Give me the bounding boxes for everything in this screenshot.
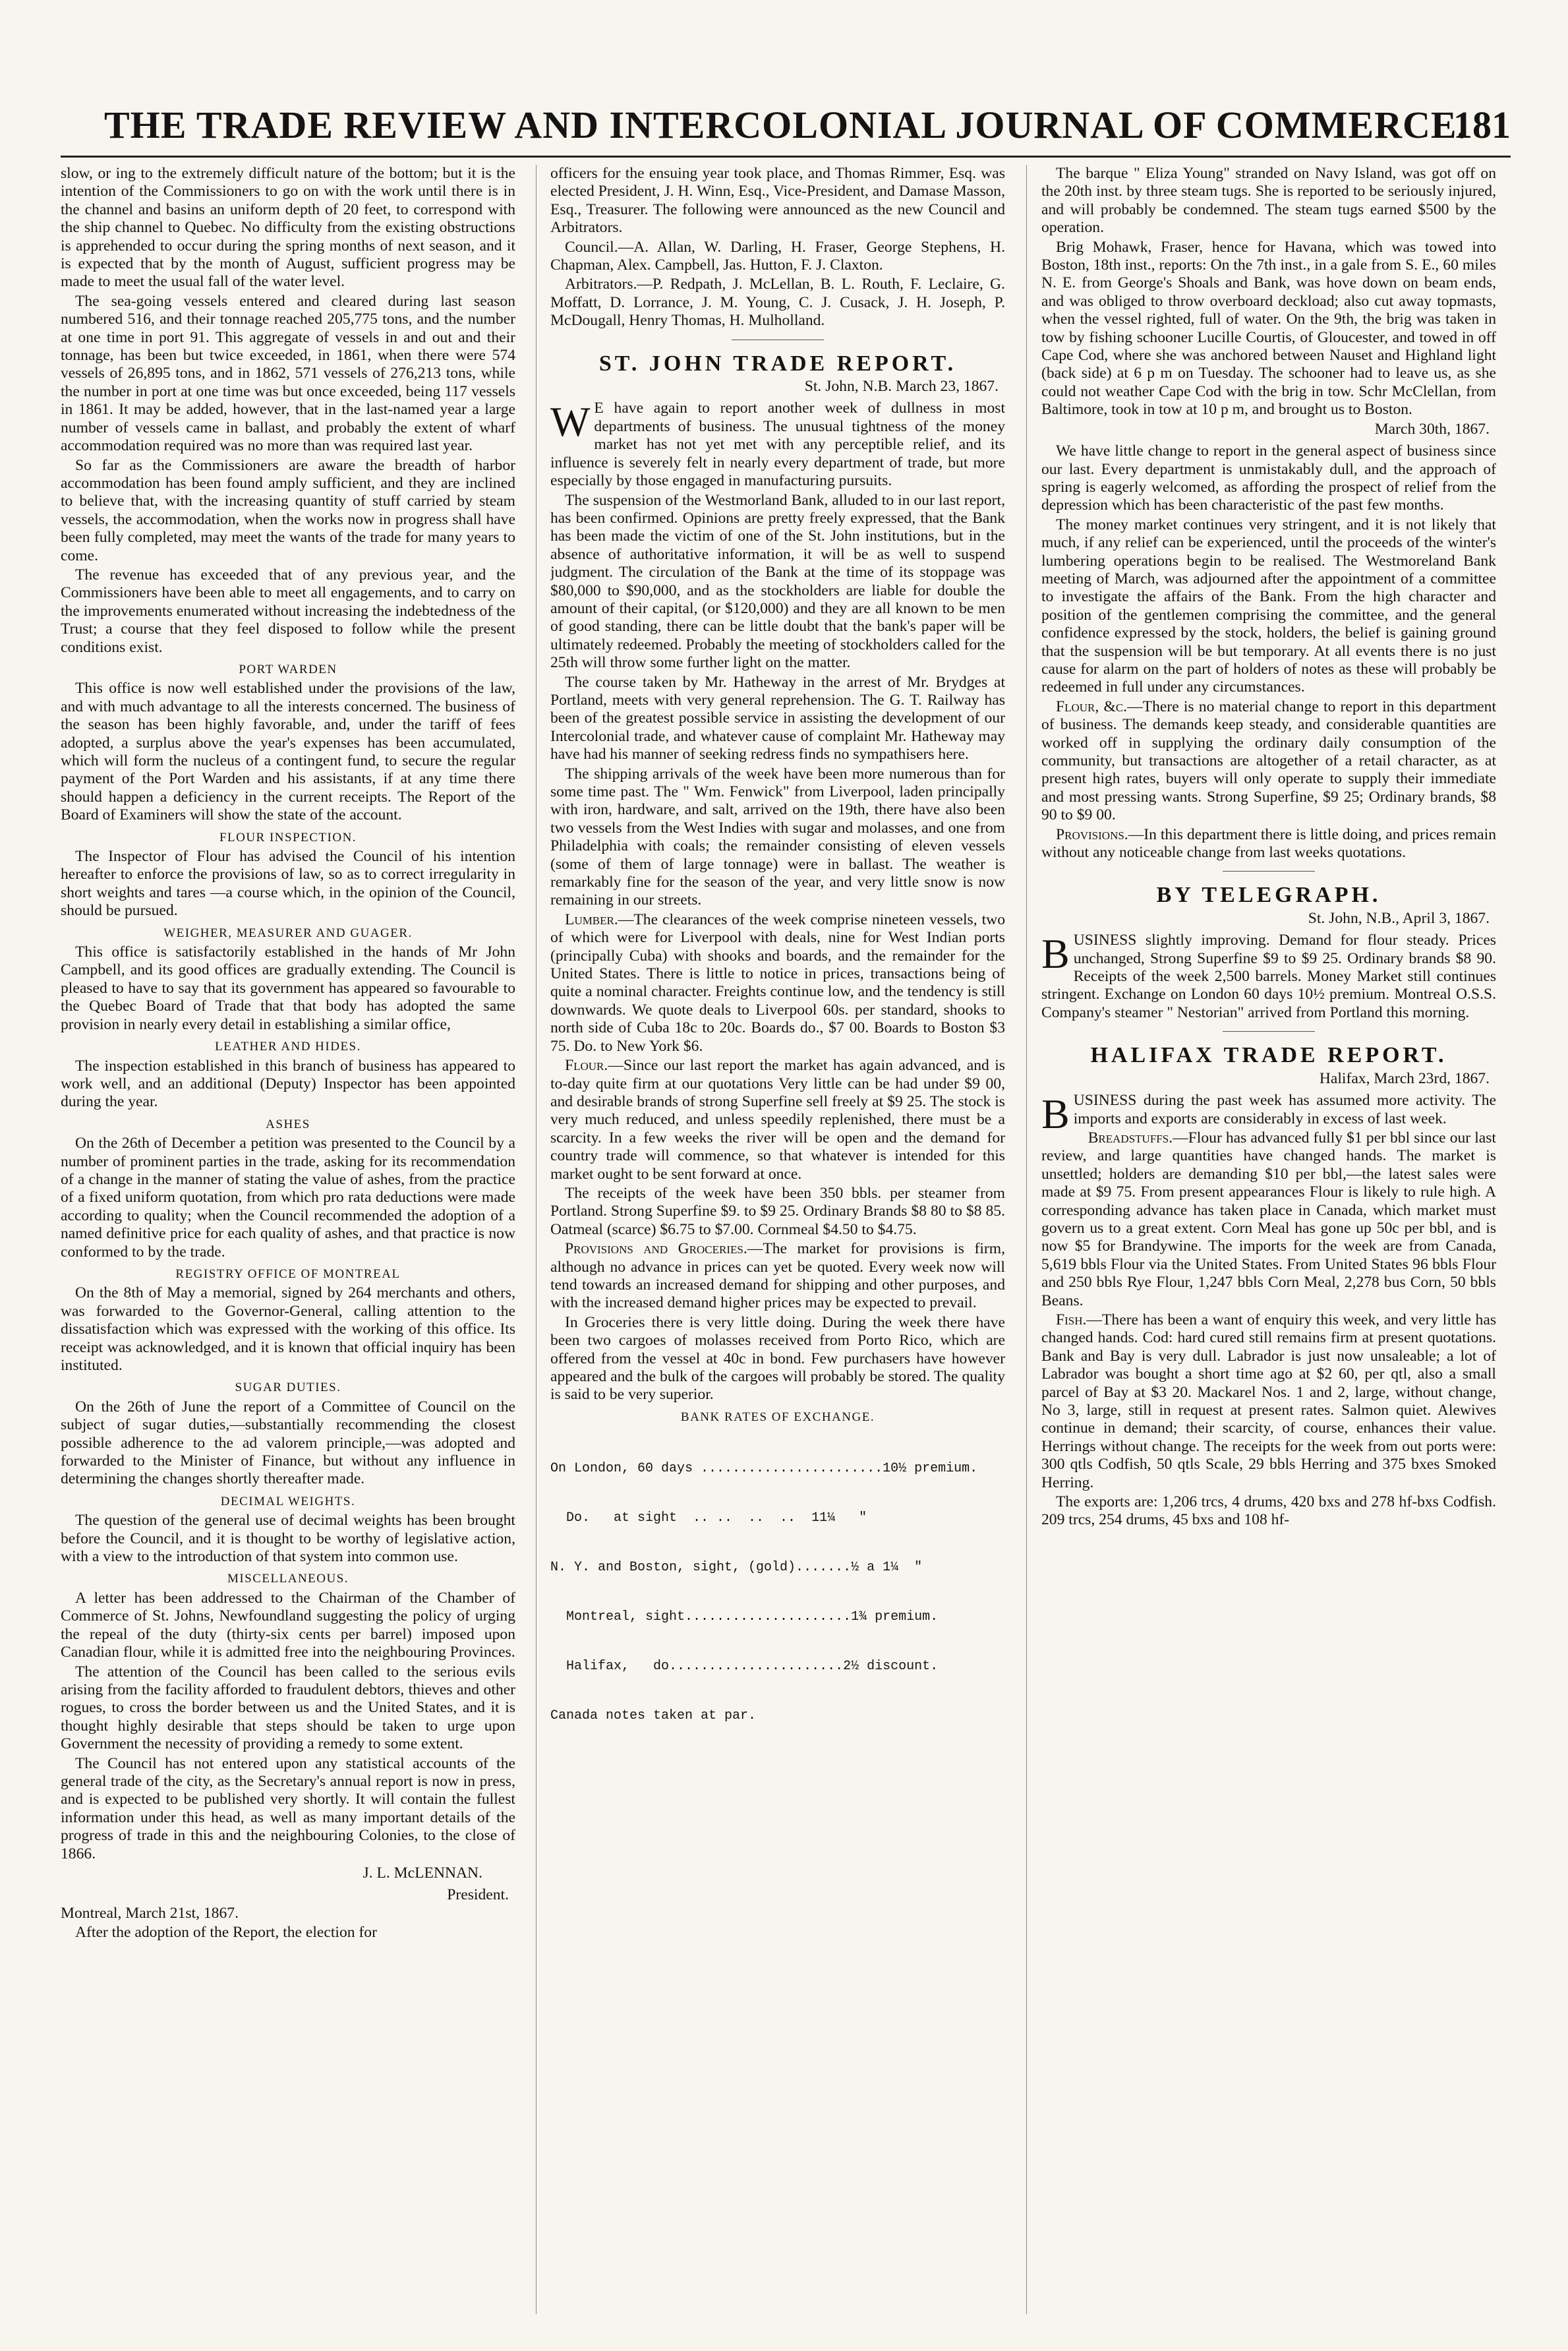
paragraph: The money market continues very stringent, and it is not likely that much, if any relief can be experienced, until the proceeds of the winter's lumbering operations begin to be realised. The Westmoreland Bank meeting of March, was adjourned after the appointment of a committee to investigate the affairs of the Bank. From the high character and position of the gentlemen comprising the committee, and the general confidence expressed by the stock, holders, the belief is gaining ground that the suspension will be but temporary. At all events there is no just cause for alarm on the part of holders of notes as these will probably be redeemed in full under any circumstances.	[1041, 516, 1496, 696]
section-heading: WEIGHER, MEASURER AND GUAGER.	[163, 926, 413, 940]
drop-cap: B	[1041, 1090, 1070, 1138]
section-heading: SUGAR DUTIES.	[235, 1381, 341, 1395]
dateline: Halifax, March 23rd, 1867.	[1319, 1069, 1490, 1087]
page-header	[61, 99, 1511, 152]
rate-row: Do. at sight .. .. .. .. 11¼ "	[550, 1510, 867, 1526]
section-divider	[1223, 871, 1315, 872]
article-title: ST. JOHN TRADE REPORT.	[598, 351, 957, 376]
paragraph: The attention of the Council has been called to the serious evils arising from the facility afforded to fraudulent debtors, thieves and other rogues, to cross the border between us and the United States, and it is thought highly desirable that steps should be taken to urge upon Government the necessity of providing a remedy to some extent.	[61, 1663, 515, 1753]
paragraph: The sea-going vessels entered and cleared during last season numbered 516, and their tonnage reached 205,775 tons, and the number at one time in port 91. This aggregate of vessels in and out and their tonnage, has been but twice exceeded, in 1861, when there were 574 vessels of 26,895 tons, and in 1862, 571 vessels of 276,213 tons, while the number in port at one time was but once exceeded, being 117 vessels in 1861. It may be added, however, that in the last-named year a large number of vessels came in ballast, and probably the extent of wharf accommodation required was no more than was required last year.	[61, 292, 515, 455]
rate-row: N. Y. and Boston, sight, (gold).......½ a 1¼ "	[550, 1560, 923, 1576]
section-heading: FLOUR INSPECTION.	[219, 830, 357, 845]
paragraph: The suspension of the Westmorland Bank, alluded to in our last report, has been confirmed. Opinions are pretty freely expressed, that the Bank has been made the victim of one of the St. John institutions, but in the absence of authoritative information, it will be as well to suspend judgment. The circulation of the Bank at the time of its stoppage was $80,000 to $90,000, and as the stockholders are liable for double the amount of their capital, (or $120,000) and they are all known to be men of good standing, there can be little doubt that the bank's paper will be ultimately redeemed. Probably the meeting of stockholders called for the 25th will throw some further light on the matter.	[550, 491, 1005, 672]
paragraph: slow, or ing to the extremely difficult nature of the bottom; but it is the intention of the Commissioners to go on with the work until there is in the channel and basins an uniform depth of 20 feet, to correspond with the ship channel to Quebec. No difficulty from the existing obstructions is apprehended to occur during the spring months of next season, and it is expected that by the month of August, sufficient progress may be made to meet the usual fall of the water level.	[61, 165, 515, 291]
paragraph: The Council has not entered upon any statistical accounts of the general trade of the city, as the Secretary's annual report is now in press, and is expected to be published very shortly. It will contain the fullest information under this head, as well as many important details of the progress of trade in this and the neighbouring Colonies, to the close of 1866.	[61, 1754, 515, 1862]
paragraph: The barque " Eliza Young" stranded on Navy Island, was got off on the 20th inst. by three steam tugs. She is reported to be seriously injured, and will probably be condemned. The steam tugs earned $500 by the operation.	[1041, 165, 1496, 237]
rate-row: Canada notes taken at par.	[550, 1708, 757, 1724]
signature-title: President.	[447, 1886, 509, 1904]
paragraph: This office is satisfactorily established in the hands of Mr John Campbell, and its good offices are gradually extending. The Council is pleased to have to say that its government has appeared so favourable to the Quebec Board of Trade that that body has adopted the same provision in nearly every detail in establishing a similar office,	[61, 943, 515, 1033]
section-heading: LEATHER AND HIDES.	[215, 1040, 361, 1054]
drop-cap: B	[1041, 930, 1070, 978]
section-heading: PORT WARDEN	[239, 662, 337, 676]
running-title: THE TRADE REVIEW AND INTERCOLONIAL JOURNAL OF COMMERCE.	[103, 104, 1468, 146]
rate-row: Montreal, sight.....................1¾ premium.	[550, 1609, 939, 1625]
paragraph: On the 26th of June the report of a Committee of Council on the subject of sugar duties,—substantially recommending the closest possible adherence to the ad valorem principle,—was adopted and forwarded to the Minister of Finance, but without any influence in determining the changes shortly thereafter made.	[61, 1398, 515, 1488]
paragraph: So far as the Commissioners are aware the breadth of harbor accommodation has been found amply sufficient, and they are inclined to believe that, with the increasing quantity of stuff carried by steam vessels, the accommodation, when the works now in progress shall have been fully completed, may meet the wants of the trade for many years to come.	[61, 456, 515, 564]
column-3	[1041, 165, 1496, 2321]
paragraph: The Inspector of Flour has advised the Council of his intention hereafter to enforce the provisions of law, so as to correct irregularity in short weights and tares —a course which, in the opinion of the Council, should be pursued.	[61, 848, 515, 920]
dateline: March 30th, 1867.	[1374, 420, 1490, 438]
paragraph: The question of the general use of decimal weights has been brought before the Council, and it is thought to be worthy of legislative action, with a view to the introduction of that system into common use.	[61, 1512, 515, 1566]
article-title: BY TELEGRAPH.	[1156, 883, 1381, 908]
signature-name: J. L. McLENNAN.	[363, 1864, 482, 1882]
column-divider	[1026, 165, 1027, 2314]
paragraph: Breadstuffs.—Flour has advanced fully $1 per bbl since our last review, and large quantities have changed hands. The market is unsettled; holders are demanding $10 per bbl,—the latest sales were made at $9 75. From present appearances Flour is likely to rule high. A corresponding advance has taken place in Canada, which market must govern us to a great extent. Corn Meal has gone up 50c per bbl, and is now $5 for Brandywine. The imports for the week are from Canada, 5,619 bbls Flour via the United States. From United States 96 bbls Flour and 250 bbls Rye Flour, 1,247 bbls Corn Meal, 2,278 bus Corn, 50 bbls Beans.	[1041, 1129, 1496, 1309]
paragraph: Lumber.—The clearances of the week comprise nineteen vessels, two of which were for Liverpool with deals, nine for West Indian ports (principally Cuba) with shooks and boards, and the remainder for the United States. There is little to notice in prices, transactions being of quite a nominal character. Freights continue low, and the tendency is still downwards. We quote deals to Liverpool 60s. per standard, shooks to north side of Cuba 18c to 20c. Boards do., $7 00. Boards to Boston $3 75. Do. to New York $6.	[550, 910, 1005, 1055]
section-divider	[1223, 1031, 1315, 1032]
paragraph: The course taken by Mr. Hatheway in the arrest of Mr. Brydges at Portland, meets with very general reprehension. The G. T. Railway has been of the greatest possible service in assisting the development of our Intercolonial trade, and whatever cause of complaint Mr. Hatheway may have had his manner of seeking redress finds no sympathisers here.	[550, 673, 1005, 763]
exchange-rates-table	[550, 1427, 1005, 1757]
page-number: 181	[1453, 104, 1511, 146]
section-heading: BANK RATES OF EXCHANGE.	[680, 1410, 875, 1424]
paragraph: The inspection established in this branch of business has appeared to work well, and an additional (Deputy) Inspector has been appointed during the year.	[61, 1057, 515, 1111]
rate-row: Halifax, do......................2½ discount.	[550, 1659, 939, 1675]
paragraph: In Groceries there is very little doing. During the week there have been two cargoes of molasses received from Porto Rico, which are offered from the vessel at 40c in bond. Few purchasers have however appeared and the bulk of the cargoes will probably be stored. The quality is said to be very superior.	[550, 1313, 1005, 1404]
paragraph: W E have again to report another week of dullness in most departments of business. The unusual tightness of the money market has not yet met with any perceptible relief, and its influence is severely felt in nearly every department of trade, but more especially by those engaged in manufacturing pursuits.	[550, 398, 1005, 490]
paragraph: The exports are: 1,206 trcs, 4 drums, 420 bxs and 278 hf-bxs Codfish. 209 trcs, 254 drums, 45 bxs and 108 hf-	[1041, 1493, 1496, 1529]
paragraph: officers for the ensuing year took place, and Thomas Rimmer, Esq. was elected President, J. H. Winn, Esq., Vice-President, and Damase Masson, Esq., Treasurer. The following were announced as the new Council and Arbitrators.	[550, 165, 1005, 237]
section-heading: REGISTRY OFFICE OF MONTREAL	[175, 1266, 401, 1281]
section-heading: ASHES	[266, 1117, 310, 1131]
paragraph: The revenue has exceeded that of any previous year, and the Commissioners have been able to meet all engagements, and to carry on the improvements enumerated without increasing the indebtedness of the Trust; a course that they feel disposed to follow while the present conditions exist.	[61, 566, 515, 656]
paragraph: On the 26th of December a petition was presented to the Council by a number of prominent parties in the trade, asking for its recommendation of a change in the manner of stating the value of ashes, from the practice of a fixed uniform quotation, from which pro rata deductions were made according to quality; when the Council recommended the adoption of a named definitive price for each quality of ashes, and that practice is now conformed to by the trade.	[61, 1135, 515, 1261]
section-heading: MISCELLANEOUS.	[227, 1572, 349, 1586]
paragraph: Fish.—There has been a want of enquiry this week, and very little has changed hands. Cod: hard cured still remains firm at present quotations. Bank and Bay is very dull. Labrador is just now unsaleable; a lot of Labrador was bought a short time ago at $2 60, per qtl, also a small parcel of Bay at $3 20. Mackarel Nos. 1 and 2, large, without change, No 3, large, still in request at present rates. Salmon quiet. Alewives continue in demand; their scarcity, of course, enhances their value. Herrings without change. The receipts for the week from out ports were: 300 qtls Codfish, 50 qtls Scale, 29 bbls Herring and 375 bxes Smoked Herring.	[1041, 1311, 1496, 1491]
paragraph: Council.—A. Allan, W. Darling, H. Fraser, George Stephens, H. Chapman, Alex. Campbell, Jas. Hutton, F. J. Claxton.	[550, 238, 1005, 274]
dateline: St. John, N.B. March 23, 1867.	[804, 378, 999, 396]
paragraph: This office is now well established under the provisions of the law, and with much advantage to all the interests concerned. The business of the season has been highly favorable, and, under the tariff of fees adopted, a surplus above the year's expenses has been accumulated, which will form the nucleus of a contingent fund, to secure the regular payment of the Port Warden and his assistants, if at any time there should happen a deficiency in the current receipts. The Report of the Board of Examiners will show the state of the account.	[61, 680, 515, 824]
paragraph: BUSINESS slightly improving. Demand for flour steady. Prices unchanged, Strong Superfine $9 to $9 25. Ordinary brands $8 90. Receipts of the week 2,500 barrels. Money Market still continues stringent. Exchange on London 60 days 10½ premium. Montreal O.S.S. Company's steamer " Nestorian" arrived from Portland this morning.	[1041, 930, 1496, 1021]
paragraph: We have little change to report in the general aspect of business since our last. Every department is unmistakably dull, and the approach of spring is eagerly welcomed, as affording the prospect of relief from the depression which has been characteristic of the past few months.	[1041, 442, 1496, 514]
article-title: HALIFAX TRADE REPORT.	[1090, 1043, 1447, 1068]
paragraph: Flour.—Since our last report the market has again advanced, and is to-day quite firm at our quotations Very little can be had under $9 00, and desirable brands of strong Superfine sell freely at $9 25. The stock is very much reduced, and unless speedily replenished, there must be a scarcity. In a few weeks the river will be open and the demand for country trade will commence, so that whatever is intended for this market ought to be sent forward at once.	[550, 1057, 1005, 1183]
paragraph: After the adoption of the Report, the election for	[75, 1924, 377, 1942]
paragraph: The receipts of the week have been 350 bbls. per steamer from Portland. Strong Superfine $9. to $9 25. Ordinary Brands $8 80 to $8 85. Oatmeal (scarce) $6.75 to $7.00. Cornmeal $4.50 to $4.75.	[550, 1184, 1005, 1238]
dateline: Montreal, March 21st, 1867.	[61, 1904, 239, 1922]
paragraph: On the 8th of May a memorial, signed by 264 merchants and others, was forwarded to the Governor-General, calling attention to the dissatisfaction which was expressed with the working of this office. Its receipt was acknowledged, and it is known that official inquiry has been instituted.	[61, 1284, 515, 1374]
paragraph: Brig Mohawk, Fraser, hence for Havana, which was towed into Boston, 18th inst., reports: On the 7th inst., in a gale from S. E., 60 miles N. E. from George's Shoals and Bank, was hove down on beam ends, and was obliged to throw overboard deckload; also cut away topmasts, when the vessel righted, full of water. On the 9th, the brig was taken in tow by fishing schooner Lucille Courtis, of Gloucester, and towed in off Cape Cod, where she was anchored between Nauset and Highland light (back side) at 6 p m on Tuesday. The schooner had to leave us, as she could not weather Cape Cod with the brig in tow. Schr McClellan, from Baltimore, took in tow at 10 p m, and brought us to Boston.	[1041, 238, 1496, 419]
drop-cap: W	[550, 398, 591, 446]
column-2	[550, 165, 1005, 2321]
paragraph: Arbitrators.—P. Redpath, J. McLellan, B. L. Routh, F. Leclaire, G. Moffatt, D. Lorrance, J. M. Young, C. J. Cusack, J. H. Joseph, P. McDougall, Henry Thomas, H. Mulholland.	[550, 276, 1005, 330]
paragraph: Provisions and Groceries.—The market for provisions is firm, although no advance in prices can yet be quoted. Every week now will tend towards an increased demand for shipping and other purposes, and with the increased demand higher prices may be expected to prevail.	[550, 1240, 1005, 1312]
rate-row: On London, 60 days .......................10½ premium.	[550, 1461, 978, 1477]
paragraph: BUSINESS during the past week has assumed more activity. The imports and exports are considerably in excess of last week.	[1041, 1090, 1496, 1138]
section-heading: DECIMAL WEIGHTS.	[220, 1494, 356, 1508]
column-1	[61, 165, 515, 2321]
paragraph: Flour, &c.—There is no material change to report in this department of business. The demands keep steady, and considerable quantities are worked off in supplying the ordinary daily consumption of the community, but transactions are altogether of a retail character, as at present high rates, buyers will only operate to supply their immediate and most pressing wants. Strong Superfine, $9 25; Ordinary brands, $8 90 to $9 00.	[1041, 698, 1496, 824]
header-rule	[61, 156, 1511, 158]
paragraph: The shipping arrivals of the week have been more numerous than for some time past. The " Wm. Fenwick" from Liverpool, laden principally with iron, hardware, and salt, arrived on the 19th, there have also been two vessels from the West Indies with sugar and molasses, and one from Philadelphia with coals; the remainder consisting of eleven vessels (some of them of large tonnage) were in ballast. The weather is remarkably fine for the season of the year, and very little snow is now remaining in our streets.	[550, 765, 1005, 909]
paragraph: Provisions.—In this department there is little doing, and prices remain without any noticeable change from last weeks quotations.	[1041, 825, 1496, 862]
column-divider	[536, 165, 537, 2314]
paragraph: A letter has been addressed to the Chairman of the Chamber of Commerce of St. Johns, Newfoundland suggesting the policy of urging the repeal of the duty (thirty-six cents per barrel) imposed upon Canadian flour, while it is admitted free into the neighbouring Provinces.	[61, 1589, 515, 1661]
dateline: St. John, N.B., April 3, 1867.	[1308, 909, 1490, 927]
